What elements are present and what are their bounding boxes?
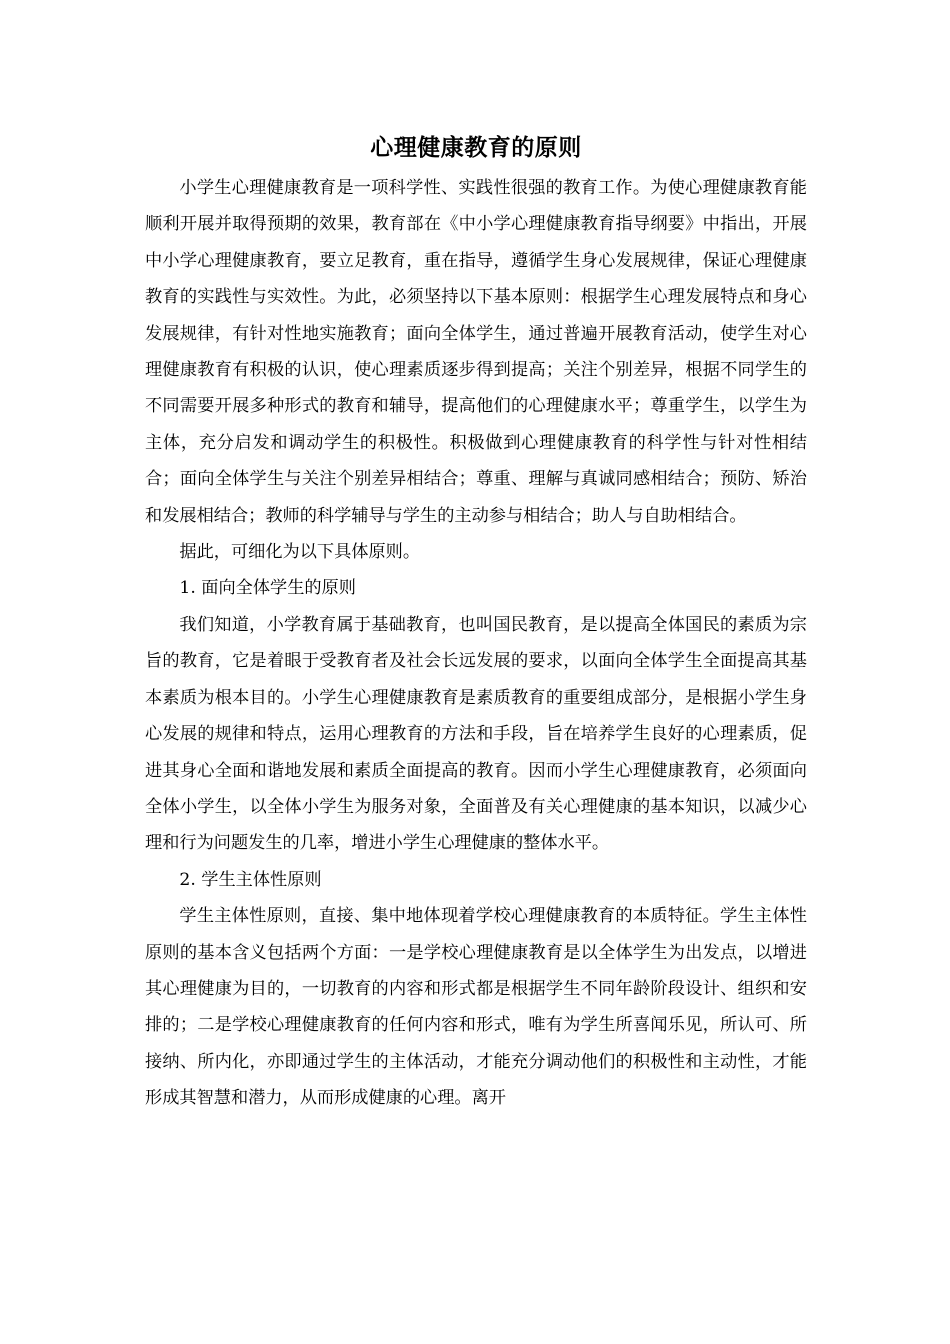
section-1-heading: 1. 面向全体学生的原则 bbox=[179, 578, 356, 599]
intro-paragraph: 小学生心理健康教育是一项科学性、实践性很强的教育工作。为使心理健康教育能顺利开展并取得预期的效果，教育部在《中小学心理健康教育指导纲要》中指出，开展中小学心理健康教育，要立足教育，重在指导，遵循学生身心发展规律，保证心理健康教育的实践性与实效性。为此，必须坚持以下基本原则：根据学生心理发展特点和身心发展规律，有针对性地实施教育；面向全体学生，通过普遍开展教育活动，使学生对心理健康教育有积极的认识，使心理素质逐步得到提高；关注个别差异，根据不同学生的不同需要开展多种形式的教育和辅导，提高他们的心理健康水平；尊重学生，以学生为主体，充分启发和调动学生的积极性。积极做到心理健康教育的科学性与针对性相结合；面向全体学生与关注个别差异相结合；尊重、理解与真诚同感相结合；预防、矫治和发展相结合；教师的科学辅导与学生的主动参与相结合；助人与自助相结合。 bbox=[145, 178, 807, 526]
section-2-body: 学生主体性原则，直接、集中地体现着学校心理健康教育的本质特征。学生主体性原则的基本含义包括两个方面：一是学校心理健康教育是以全体学生为出发点，以增进其心理健康为目的，一切教育的内容和形式都是根据学生不同年龄阶段设计、组织和安排的；二是学校心理健康教育的任何内容和形式，唯有为学生所喜闻乐见，所认可、所接纳、所内化，亦即通过学生的主体活动，才能充分调动他们的积极性和主动性，才能形成其智慧和潜力，从而形成健康的心理。离开 bbox=[145, 906, 807, 1109]
section-1-body: 我们知道，小学教育属于基础教育，也叫国民教育，是以提高全体国民的素质为宗旨的教育，它是着眼于受教育者及社会长远发展的要求，以面向全体学生全面提高其基本素质为根本目的。小学生心理健康教育是素质教育的重要组成部分，是根据小学生身心发展的规律和特点，运用心理教育的方法和手段，旨在培养学生良好的心理素质，促进其身心全面和谐地发展和素质全面提高的教育。因而小学生心理健康教育，必须面向全体小学生，以全体小学生为服务对象，全面普及有关心理健康的基本知识，以减少心理和行为问题发生的几率，增进小学生心理健康的整体水平。 bbox=[145, 614, 807, 854]
section-2-heading: 2. 学生主体性原则 bbox=[179, 869, 322, 890]
transition-paragraph: 据此，可细化为以下具体原则。 bbox=[179, 542, 421, 563]
document-page bbox=[145, 128, 807, 1117]
document-title: 心理健康教育的原则 bbox=[370, 135, 582, 161]
